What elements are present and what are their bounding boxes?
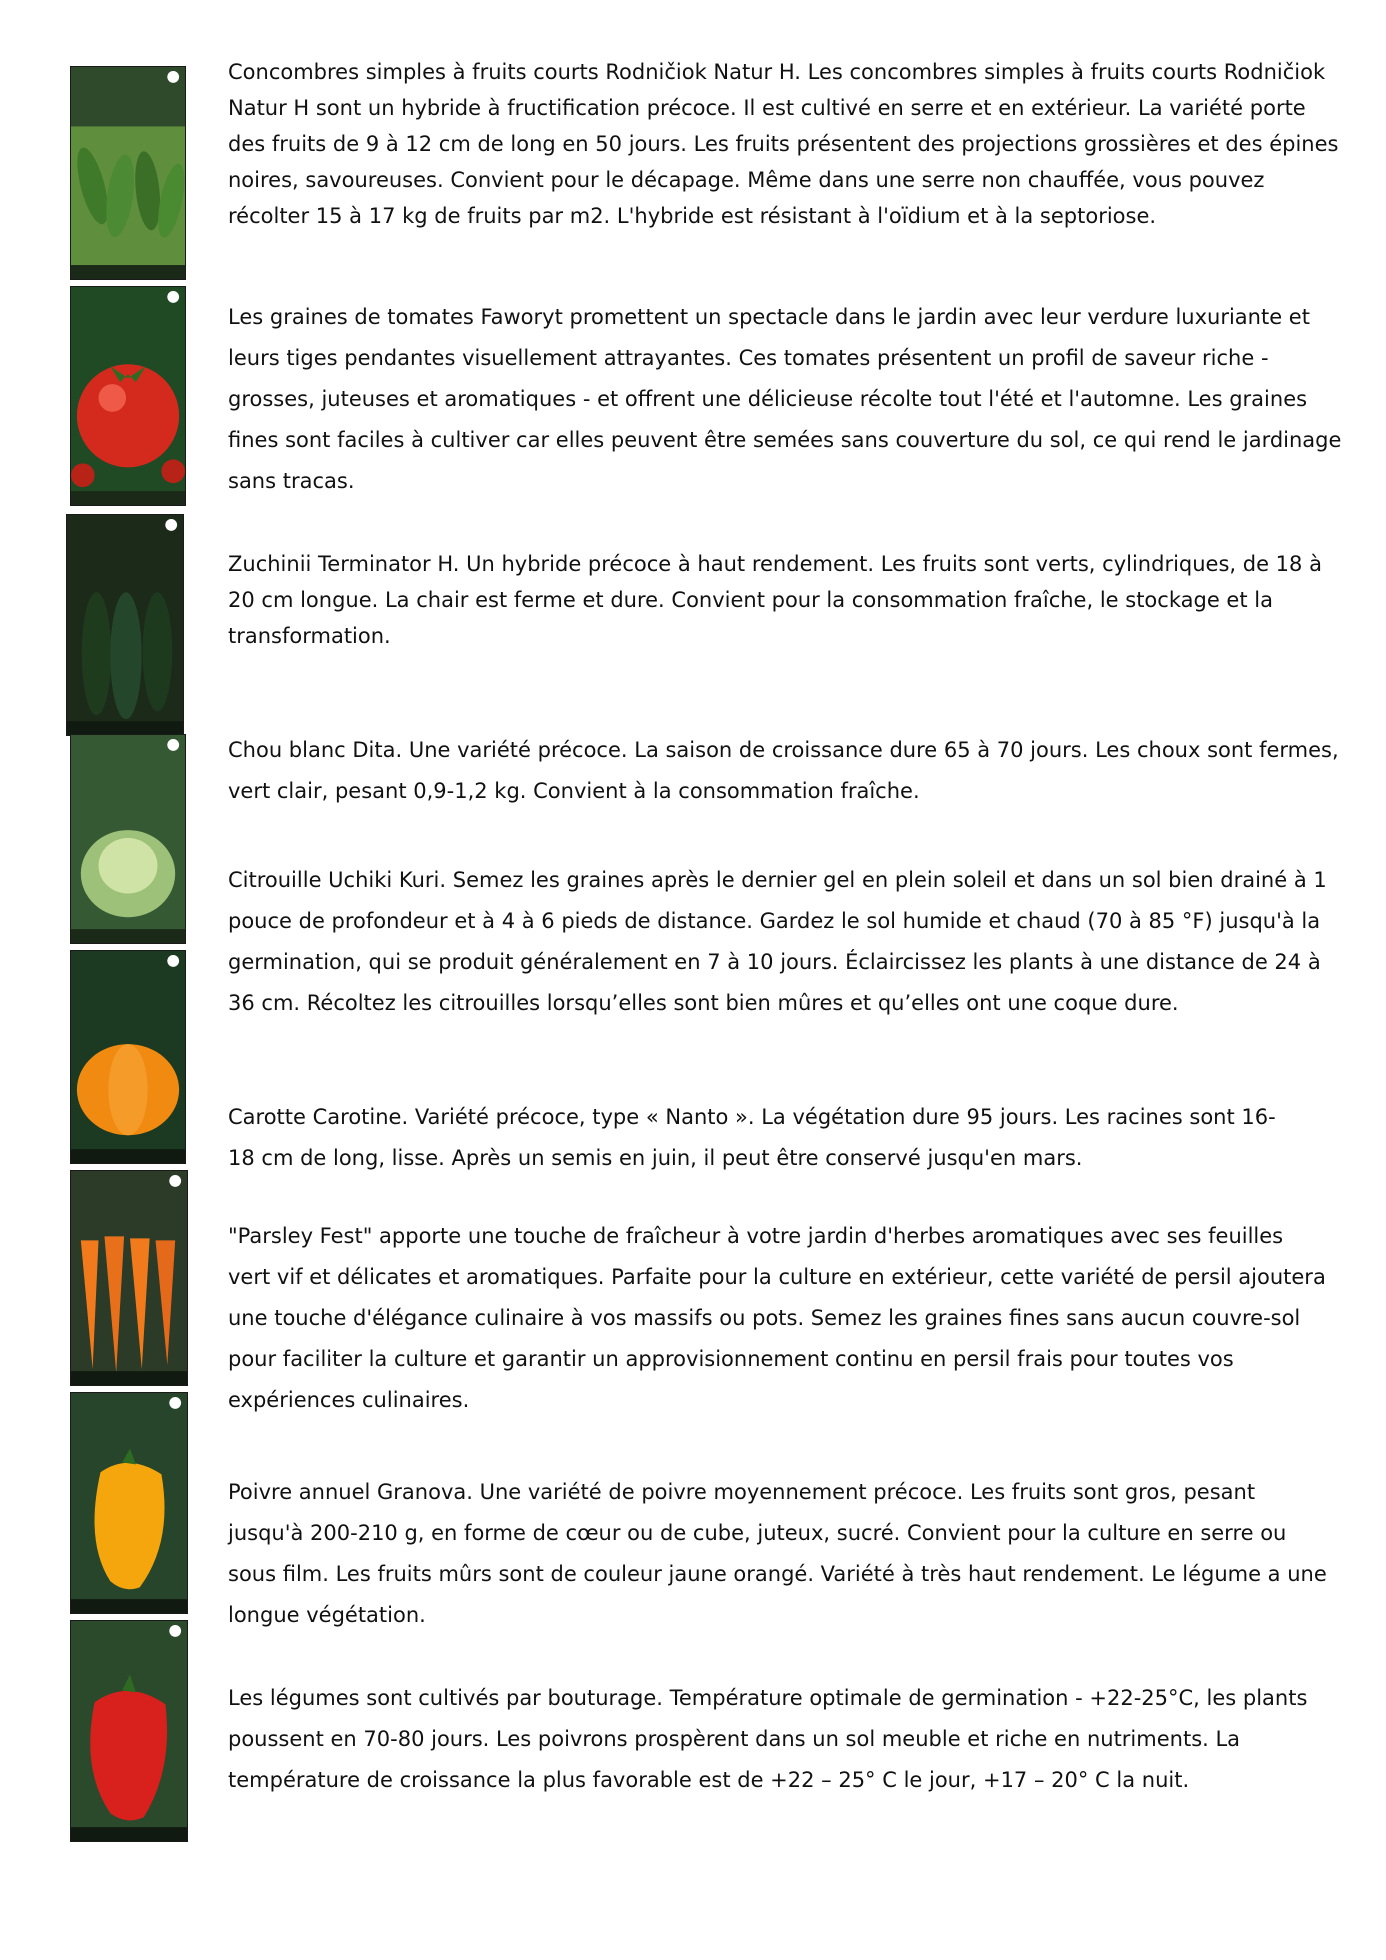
seed-packet-zucchini bbox=[66, 514, 184, 736]
seed-packet-carrot bbox=[70, 1170, 188, 1386]
seed-packet-red-pepper bbox=[70, 1620, 188, 1842]
paragraph-tomato bbox=[228, 297, 1341, 502]
paragraph-line: Zuchinii Terminator H. Un hybride précoce à haut rendement. Les fruits sont verts, cylindriques, de 18 à bbox=[228, 552, 1322, 576]
seed-packet-tomato bbox=[70, 286, 186, 506]
paragraph-pumpkin bbox=[228, 860, 1327, 1024]
paragraph-line: jusqu'à 200-210 g, en forme de cœur ou de cube, juteux, sucré. Convient pour la culture en serre ou bbox=[228, 1521, 1287, 1545]
paragraph-cabbage bbox=[228, 730, 1339, 812]
paragraph-line: noires, savoureuses. Convient pour le décapage. Même dans une serre non chauffée, vous pouvez bbox=[228, 168, 1265, 192]
paragraph-line: une touche d'élégance culinaire à vos massifs ou pots. Semez les graines fines sans aucun couvre-sol bbox=[228, 1306, 1301, 1330]
paragraph-line: 36 cm. Récoltez les citrouilles lorsqu’elles sont bien mûres et qu’elles ont une coque dure. bbox=[228, 991, 1179, 1015]
seed-packet-yellow-pepper bbox=[70, 1392, 188, 1614]
paragraph-line: température de croissance la plus favorable est de +22 – 25° C le jour, +17 – 20° C la nuit. bbox=[228, 1768, 1190, 1792]
seed-packet-cabbage bbox=[70, 734, 186, 944]
paragraph-parsley bbox=[228, 1216, 1326, 1421]
paragraph-line: pour faciliter la culture et garantir un approvisionnement continu en persil frais pour toutes vos bbox=[228, 1347, 1234, 1371]
paragraph-line: grosses, juteuses et aromatiques - et offrent une délicieuse récolte tout l'été et l'automne. Les graines bbox=[228, 387, 1308, 411]
paragraph-line: expériences culinaires. bbox=[228, 1388, 470, 1412]
paragraph-line: Natur H sont un hybride à fructification précoce. Il est cultivé en serre et en extérieur. La variété porte bbox=[228, 96, 1306, 120]
paragraph-line: récolter 15 à 17 kg de fruits par m2. L'hybride est résistant à l'oïdium et à la septoriose. bbox=[228, 204, 1157, 228]
paragraph-line: pouce de profondeur et à 4 à 6 pieds de distance. Gardez le sol humide et chaud (70 à 85 °F) jusqu'à la bbox=[228, 909, 1321, 933]
paragraph-line: Chou blanc Dita. Une variété précoce. La saison de croissance dure 65 à 70 jours. Les choux sont fermes, bbox=[228, 738, 1339, 762]
paragraph-line: vert clair, pesant 0,9-1,2 kg. Convient à la consommation fraîche. bbox=[228, 779, 920, 803]
paragraph-line: sous film. Les fruits mûrs sont de couleur jaune orangé. Variété à très haut rendement. Le légume a une bbox=[228, 1562, 1327, 1586]
paragraph-line: leurs tiges pendantes visuellement attrayantes. Ces tomates présentent un profil de saveur riche - bbox=[228, 346, 1269, 370]
paragraph-line: germination, qui se produit généralement en 7 à 10 jours. Éclaircissez les plants à une distance de 24 à bbox=[228, 950, 1321, 974]
paragraph-pepper-cultivation bbox=[228, 1678, 1307, 1801]
paragraph-line: Poivre annuel Granova. Une variété de poivre moyennement précoce. Les fruits sont gros, pesant bbox=[228, 1480, 1256, 1504]
seed-packet-pumpkin bbox=[70, 950, 186, 1164]
paragraph-line: Carotte Carotine. Variété précoce, type « Nanto ». La végétation dure 95 jours. Les racines sont 16- bbox=[228, 1105, 1276, 1129]
paragraph-line: sans tracas. bbox=[228, 469, 355, 493]
paragraph-cucumber bbox=[228, 54, 1338, 234]
paragraph-line: fines sont faciles à cultiver car elles peuvent être semées sans couverture du sol, ce qui rend le jardinage bbox=[228, 428, 1342, 452]
paragraph-line: poussent en 70-80 jours. Les poivrons prospèrent dans un sol meuble et riche en nutriments. La bbox=[228, 1727, 1241, 1751]
paragraph-zucchini bbox=[228, 546, 1322, 654]
paragraph-line: Concombres simples à fruits courts Rodničiok Natur H. Les concombres simples à fruits courts Rodničiok bbox=[228, 60, 1326, 84]
paragraph-line: Les graines de tomates Faworyt promettent un spectacle dans le jardin avec leur verdure luxuriante et bbox=[228, 305, 1310, 329]
paragraph-line: Citrouille Uchiki Kuri. Semez les graines après le dernier gel en plein soleil et dans un sol bien drainé à 1 bbox=[228, 868, 1327, 892]
paragraph-line: des fruits de 9 à 12 cm de long en 50 jours. Les fruits présentent des projections grossières et des épines bbox=[228, 132, 1339, 156]
paragraph-line: transformation. bbox=[228, 624, 391, 648]
paragraph-line: 20 cm longue. La chair est ferme et dure. Convient pour la consommation fraîche, le stockage et la bbox=[228, 588, 1273, 612]
paragraph-pepper-granova bbox=[228, 1472, 1327, 1636]
paragraph-line: Les légumes sont cultivés par bouturage. Température optimale de germination - +22-25°C, les plants bbox=[228, 1686, 1308, 1710]
paragraph-carrot bbox=[228, 1097, 1276, 1179]
paragraph-line: 18 cm de long, lisse. Après un semis en juin, il peut être conservé jusqu'en mars. bbox=[228, 1146, 1083, 1170]
seed-packet-cucumber bbox=[70, 66, 186, 280]
paragraph-line: longue végétation. bbox=[228, 1603, 426, 1627]
paragraph-line: "Parsley Fest" apporte une touche de fraîcheur à votre jardin d'herbes aromatiques avec ses feuilles bbox=[228, 1224, 1284, 1248]
paragraph-line: vert vif et délicates et aromatiques. Parfaite pour la culture en extérieur, cette variété de persil ajoutera bbox=[228, 1265, 1326, 1289]
